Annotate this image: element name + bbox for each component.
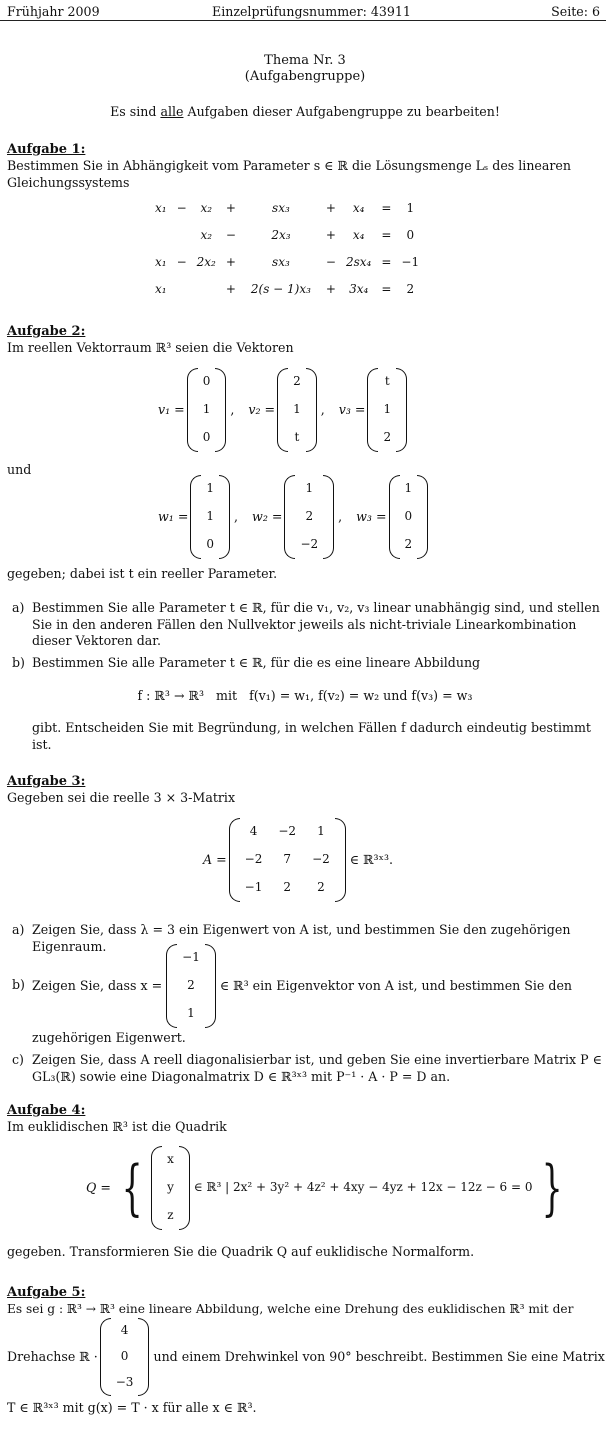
- a2-b-formula: f : ℝ³ → ℝ³ mit f(v₁) = w₁, f(v₂) = w₂ und f(v₃) = w₃: [137, 688, 473, 703]
- left-parenthesis: [284, 475, 295, 559]
- right-parenthesis: [335, 818, 346, 902]
- equation-row: [150, 222, 424, 249]
- matrix-entry: 0: [404, 509, 413, 524]
- header-page: Seite: 6: [551, 4, 600, 19]
- right-parenthesis: [138, 1318, 149, 1396]
- matrix-entry: 2: [404, 537, 413, 552]
- equation-term: +: [225, 281, 236, 296]
- axis-suffix: und einem Drehwinkel von 90° beschreibt. Bestimmen Sie eine Matrix: [153, 1348, 605, 1364]
- thema-subtitle: (Aufgabengruppe): [244, 69, 366, 84]
- page-header: [0, 4, 606, 21]
- axis-prefix: Drehachse ℝ ·: [7, 1348, 98, 1364]
- a1-equation-system: [150, 195, 424, 303]
- matrix-entry: −2: [278, 824, 297, 839]
- a4-after: gegeben. Transformieren Sie die Quadrik Q auf euklidische Normalform.: [7, 1244, 475, 1259]
- equation-term: =: [381, 200, 392, 215]
- vector-label: w₁ =: [158, 508, 189, 524]
- vector-x: [166, 944, 216, 1028]
- left-parenthesis: [229, 818, 240, 902]
- matrix-entry: −2: [244, 852, 263, 867]
- matrix-entry: 1: [317, 824, 325, 839]
- matrix-entry: 4: [120, 1323, 129, 1338]
- matrix-entry: −2: [300, 537, 319, 552]
- a2-given: gegeben; dabei ist t ein reeller Parameter.: [7, 566, 278, 581]
- equation-term: x₄: [352, 200, 365, 215]
- equation-term: 0: [406, 227, 415, 242]
- left-parenthesis: [277, 368, 288, 452]
- a3-heading: Aufgabe 3:: [7, 774, 86, 789]
- equation-term: 3x₄: [349, 281, 369, 296]
- column-vector: [277, 368, 317, 452]
- right-parenthesis: [323, 475, 334, 559]
- matrix-entry: 2: [283, 880, 292, 895]
- column-vector: [187, 368, 227, 452]
- equation-term: +: [325, 281, 336, 296]
- column-vector: [367, 368, 407, 452]
- equation-term: [150, 222, 172, 249]
- matrix-entry: 7: [283, 852, 292, 867]
- matrix-entry: −2: [312, 852, 330, 867]
- equation-term: x₁: [155, 281, 167, 296]
- matrix-entry: 1: [206, 481, 215, 496]
- left-parenthesis: [100, 1318, 111, 1396]
- equation-term: +: [325, 227, 336, 242]
- matrix-A: [203, 818, 393, 902]
- matrix-entry: 2: [187, 978, 195, 993]
- a2-und: und: [7, 462, 32, 477]
- equation-term: 1: [406, 200, 415, 215]
- matrix-label: A =: [203, 851, 227, 867]
- matrix-entry: 0: [202, 430, 211, 445]
- matrix-entry: 0: [120, 1349, 129, 1364]
- matrix-space: ∈ ℝ³ˣ³.: [349, 851, 393, 867]
- w-vectors: [158, 475, 428, 559]
- vector-label: v₃ =: [338, 401, 366, 417]
- equation-term: x₂: [200, 200, 213, 215]
- vector-label: v₂ =: [248, 401, 276, 417]
- equation-term: sx₃: [272, 254, 290, 269]
- equation-term: 2x₂: [196, 254, 216, 269]
- comma: ,: [230, 401, 235, 417]
- matrix-entry: 2: [383, 430, 392, 445]
- instruction-part: Es sind: [110, 104, 161, 119]
- thema-title: Thema Nr. 3: [264, 53, 346, 68]
- equation-term: −: [176, 200, 187, 215]
- matrix-entry: 0: [202, 374, 211, 389]
- matrix-entry: −1: [244, 880, 263, 895]
- header-exam-number: Einzelprüfungsnummer: 43911: [212, 4, 411, 19]
- matrix-entry: 1: [202, 402, 211, 417]
- equation-row: [150, 195, 424, 222]
- a3-intro: Gegeben sei die reelle 3 × 3-Matrix: [7, 790, 236, 805]
- equation-row: [150, 276, 424, 303]
- equation-term: x₁: [155, 254, 167, 269]
- matrix-entry: z: [167, 1208, 174, 1223]
- a4-heading: Aufgabe 4:: [7, 1103, 86, 1118]
- right-brace: }: [541, 1153, 563, 1223]
- matrix-entry: x: [167, 1152, 174, 1167]
- a2-heading: Aufgabe 2:: [7, 324, 86, 339]
- left-parenthesis: [389, 475, 400, 559]
- equation-row: [150, 249, 424, 276]
- part-label: a): [12, 922, 25, 937]
- matrix-entry: 1: [206, 509, 215, 524]
- part-label: a): [12, 600, 25, 615]
- a2-intro: Im reellen Vektorraum ℝ³ seien die Vektoren: [7, 340, 294, 355]
- matrix-A-entries: [229, 818, 346, 902]
- vector-label: v₁ =: [158, 401, 185, 417]
- a2-part-b: [12, 655, 602, 672]
- matrix-entry: 2: [293, 374, 301, 389]
- column-vector: [190, 475, 230, 559]
- a3-part-b: [12, 944, 602, 1047]
- a2-b-after: gibt. Entscheiden Sie mit Begründung, in welchen Fällen f dadurch eindeutig bestimmt ist.: [32, 720, 591, 752]
- equation-term: −: [325, 254, 336, 269]
- thema-instruction: [0, 104, 610, 121]
- part-label: b): [12, 655, 25, 670]
- a5-last: T ∈ ℝ³ˣ³ mit g(x) = T · x für alle x ∈ ℝ³.: [7, 1400, 257, 1415]
- matrix-entry: 2: [305, 509, 314, 524]
- right-parenthesis: [417, 475, 428, 559]
- instruction-part: Aufgaben dieser Aufgabengruppe zu bearbeiten!: [183, 104, 500, 119]
- column-vector: [389, 475, 429, 559]
- right-parenthesis: [215, 368, 226, 452]
- equation-term: sx₃: [272, 200, 290, 215]
- a5-axis-line: [7, 1318, 605, 1396]
- left-parenthesis: [367, 368, 378, 452]
- matrix-entry: 1: [187, 1006, 195, 1021]
- left-brace: {: [121, 1153, 143, 1223]
- part-text: ∈ ℝ³ ein Eigenvektor von A ist, und bestimmen Sie den: [219, 977, 573, 993]
- matrix-entry: 1: [383, 402, 392, 417]
- equation-term: x₁: [155, 200, 167, 215]
- a1-heading: Aufgabe 1:: [7, 142, 86, 157]
- right-parenthesis: [179, 1146, 190, 1230]
- part-text: Zeigen Sie, dass x =: [32, 977, 163, 993]
- part-text: Zeigen Sie, dass A reell diagonalisierbar ist, und geben Sie eine invertierbare Matrix P ∈ GL₃(ℝ) sowie eine Diagonalmatrix D ∈ ℝ³ˣ³ mit P⁻¹ · A · P = D an.: [32, 1052, 602, 1084]
- matrix-entry: 0: [206, 537, 215, 552]
- matrix-entry: 1: [404, 481, 413, 496]
- equation-term: +: [225, 200, 236, 215]
- matrix-entry: −1: [182, 950, 200, 965]
- equation-term: 2sx₄: [345, 254, 372, 269]
- axis-vector: [100, 1318, 150, 1396]
- equation-term: +: [325, 200, 336, 215]
- column-vector: [284, 475, 334, 559]
- matrix-entry: t: [294, 430, 300, 445]
- equation-term: [172, 222, 192, 249]
- instruction-emphasis: alle: [160, 104, 184, 119]
- part-text: zugehörigen Eigenwert.: [32, 1030, 186, 1045]
- left-parenthesis: [166, 944, 177, 1028]
- a5-line1: Es sei g : ℝ³ → ℝ³ eine lineare Abbildung, welche eine Drehung des euklidischen ℝ³ mit der: [7, 1302, 574, 1316]
- right-parenthesis: [219, 475, 230, 559]
- equation-term: x₄: [352, 227, 365, 242]
- right-parenthesis: [306, 368, 317, 452]
- equation-term: =: [381, 281, 392, 296]
- matrix-entry: y: [167, 1180, 174, 1195]
- part-text: Bestimmen Sie alle Parameter t ∈ ℝ, für die es eine lineare Abbildung: [32, 655, 481, 670]
- quadric-Q: [86, 1146, 571, 1230]
- right-parenthesis: [396, 368, 407, 452]
- left-parenthesis: [151, 1146, 162, 1230]
- quadric-condition: ∈ ℝ³ | 2x² + 3y² + 4z² + 4xy − 4yz + 12x − 12z − 6 = 0: [193, 1180, 533, 1195]
- part-text: Zeigen Sie, dass λ = 3 ein Eigenwert von A ist, und bestimmen Sie den zugehörigen Eigenraum.: [32, 922, 571, 954]
- matrix-entry: −3: [115, 1375, 134, 1390]
- equation-term: =: [381, 254, 392, 269]
- equation-term: x₂: [200, 227, 213, 242]
- equation-term: 2x₃: [271, 227, 291, 242]
- equation-term: −: [176, 254, 187, 269]
- a3-part-c: [12, 1052, 602, 1085]
- part-text: Bestimmen Sie alle Parameter t ∈ ℝ, für die v₁, v₂, v₃ linear unabhängig sind, und stellen Sie in den anderen Fällen den Nullvektor jeweils als nicht-triviale Linearkombination dieser Vektoren dar.: [32, 600, 600, 649]
- comma: ,: [338, 508, 343, 524]
- right-parenthesis: [205, 944, 216, 1028]
- equation-term: [192, 276, 221, 303]
- equation-term: −: [225, 227, 236, 242]
- a2-part-a: [12, 600, 602, 650]
- comma: ,: [320, 401, 325, 417]
- matrix-entry: 4: [249, 824, 258, 839]
- part-label: c): [12, 1052, 24, 1067]
- xyz-vector: [151, 1146, 190, 1230]
- vector-label: w₃ =: [356, 508, 387, 524]
- equation-term: 2: [406, 281, 415, 296]
- equation-term: +: [225, 254, 236, 269]
- a5-heading: Aufgabe 5:: [7, 1285, 86, 1300]
- matrix-entry: 1: [293, 402, 301, 417]
- matrix-entry: 2: [317, 880, 325, 895]
- vector-label: w₂ =: [252, 508, 283, 524]
- header-semester: Frühjahr 2009: [7, 4, 100, 19]
- equation-term: 2(s − 1)x₃: [250, 281, 311, 296]
- a4-intro: Im euklidischen ℝ³ ist die Quadrik: [7, 1119, 227, 1134]
- part-label: b): [12, 977, 25, 992]
- equation-term: =: [381, 227, 392, 242]
- equation-term: −1: [401, 254, 420, 269]
- a1-text: Bestimmen Sie in Abhängigkeit vom Parameter s ∈ ℝ die Lösungsmenge Lₛ des linearen Gleichungssystems: [7, 158, 571, 190]
- left-parenthesis: [187, 368, 198, 452]
- v-vectors: [158, 368, 407, 452]
- equation-term: [172, 276, 192, 303]
- comma: ,: [234, 508, 239, 524]
- left-parenthesis: [190, 475, 201, 559]
- matrix-entry: t: [384, 374, 390, 389]
- quadric-label: Q =: [86, 1179, 111, 1195]
- matrix-entry: 1: [305, 481, 314, 496]
